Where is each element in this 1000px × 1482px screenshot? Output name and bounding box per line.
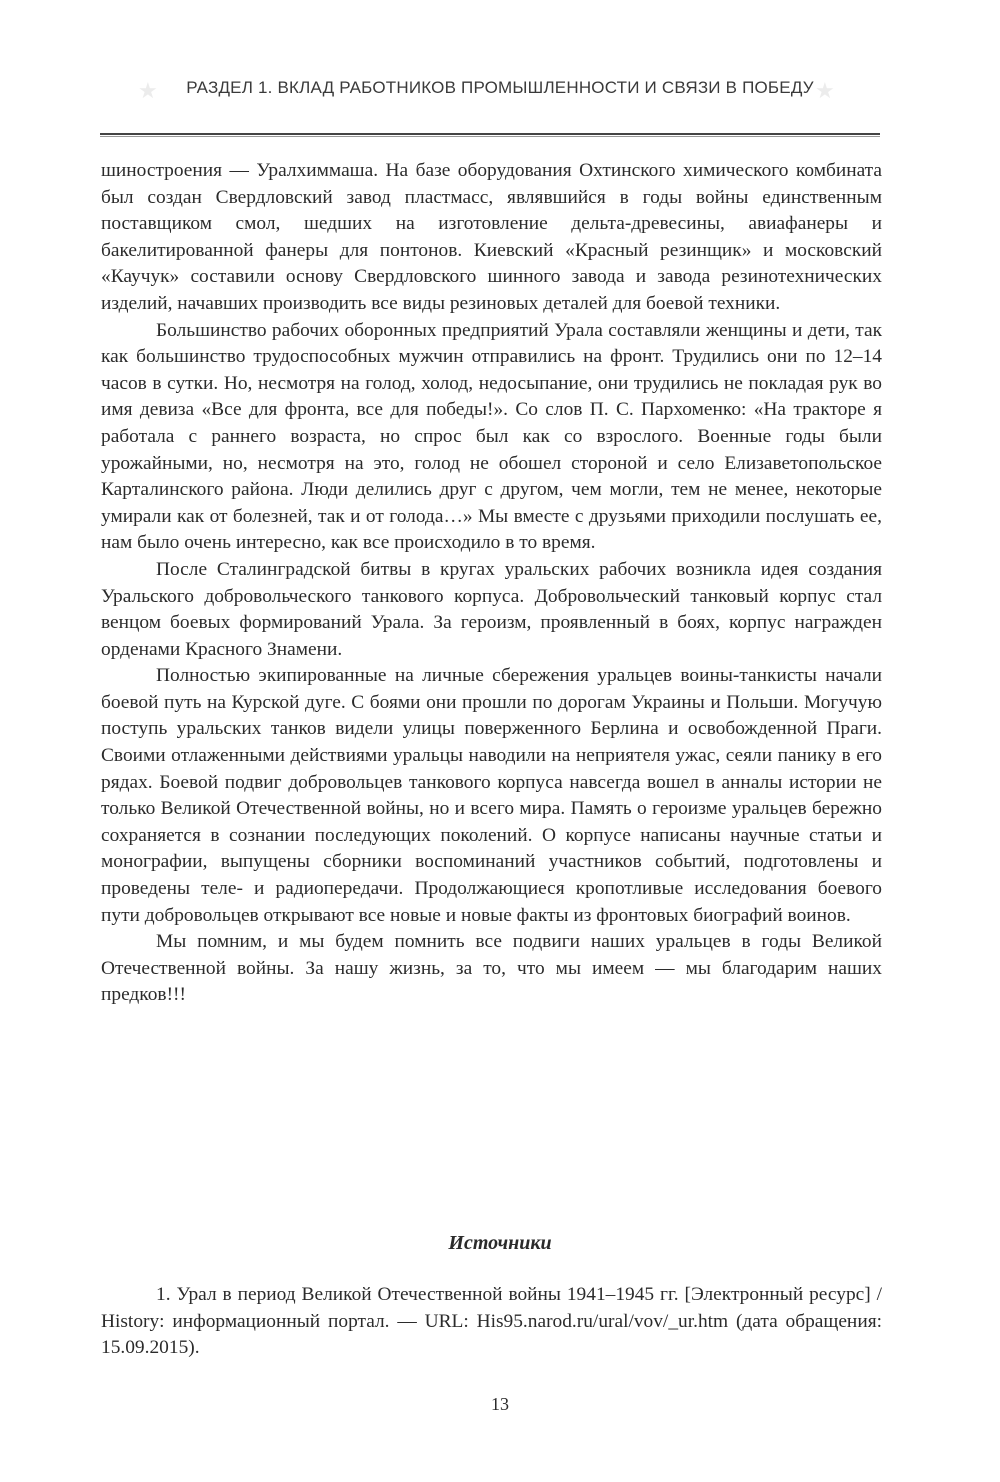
page-number: 13 (491, 1394, 509, 1414)
sources-heading: Источники (448, 1232, 552, 1254)
paragraph-1: шиностроения — Уралхиммаша. На базе оборудования Охтинского химического комбината был создан Свердловский завод пластмасс, являвшийся в годы войны единственным поставщиком смол, шедших на изготовление дельта-древесины, авиафанеры и бакелитированной фанеры для понтонов. Киевский «Красный резинщик» и московский «Каучук» составили основу Свердловского шинного завода и завода резинотехнических изделий, начавших производить все виды резиновых деталей для боевой техники. (101, 160, 882, 314)
running-header-title: РАЗДЕЛ 1. ВКЛАД РАБОТНИКОВ ПРОМЫШЛЕННОСТИ И СВЯЗИ В ПОБЕДУ (186, 78, 814, 97)
header-rule (100, 133, 880, 135)
body-text (101, 158, 882, 1009)
sources-list (101, 1282, 882, 1362)
star-icon: ★ (815, 78, 835, 103)
paragraph-5: Мы помним, и мы будем помнить все подвиги наших уральцев в годы Великой Отечественной войны. За нашу жизнь, за то, что мы имеем — мы благодарим наших предков!!! (101, 931, 882, 1006)
source-item: 1. Урал в период Великой Отечественной войны 1941–1945 гг. [Электронный ресурс] / History: информационный портал. — URL: His95.narod.ru/ural/vov/_ur.htm (дата обращения: 15.09.2015). (101, 1284, 882, 1359)
star-icon: ★ (138, 78, 158, 103)
paragraph-4: Полностью экипированные на личные сбережения уральцев воины-танкисты начали боевой путь на Курской дуге. С боями они прошли по дорогам Украины и Польши. Могучую поступь уральских танков видели улицы поверженного Берлина и освобожденной Праги. Своими отлаженными действиями уральцы наводили на неприятеля ужас, сеяли панику в его рядах. Боевой подвиг добровольцев танкового корпуса навсегда вошел в анналы истории не только Великой Отечественной войны, но и всего мира. Память о героизме уральцев бережно сохраняется в сознании последующих поколений. О корпусе написаны научные статьи и монографии, выпущены сборники воспоминаний участников событий, подготовлены и проведены теле- и радиопередачи. Продолжающиеся кропотливые исследования боевого пути добровольцев открывают все новые и новые факты из фронтовых биографий воинов. (101, 665, 882, 926)
paragraph-2: Большинство рабочих оборонных предприятий Урала составляли женщины и дети, так как большинство трудоспособных мужчин отправились на фронт. Трудились они по 12–14 часов в сутки. Но, несмотря на голод, холод, недосыпание, они трудились не покладая рук во имя девиза «Все для фронта, все для победы!». Со слов П. С. Пархоменко: «На тракторе я работала с раннего возраста, но спрос был как со взрослого. Военные годы были урожайными, но, несмотря на это, голод не обошел стороной и село Елизаветопольское Карталинского района. Люди делились друг с другом, чем могли, тем не менее, некоторые умирали как от болезней, так и от голода…» Мы вместе с друзьями приходили послушать ее, нам было очень интересно, как все происходило в то время. (101, 319, 882, 554)
running-header (0, 78, 1000, 103)
paragraph-3: После Сталинградской битвы в кругах уральских рабочих возникла идея создания Уральского добровольческого танкового корпуса. Добровольческий танковый корпус стал венцом боевых формирований Урала. За героизм, проявленный в боях, корпус награжден орденами Красного Знамени. (101, 558, 882, 660)
